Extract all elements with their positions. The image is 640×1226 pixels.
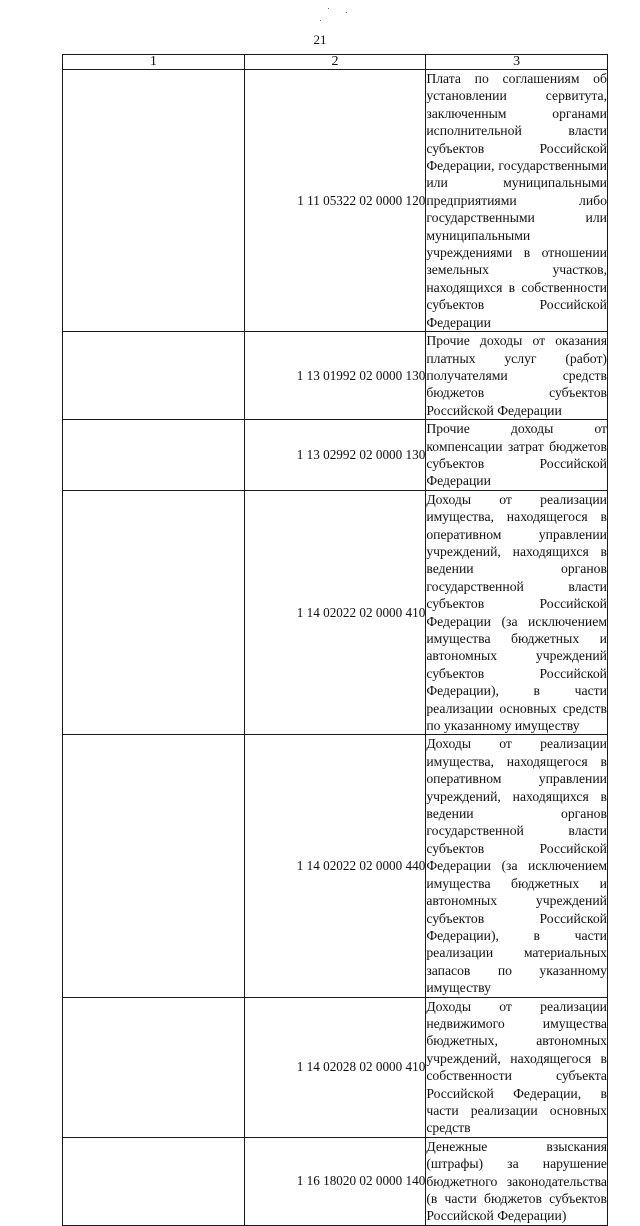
budget-code: 1 14 02022 02 0000 410 bbox=[296, 604, 426, 620]
table-row bbox=[63, 332, 608, 420]
row-number-cell bbox=[63, 490, 245, 735]
column-header: 3 bbox=[426, 55, 608, 70]
budget-code: 1 14 02022 02 0000 440 bbox=[296, 857, 426, 873]
description-cell: Плата по соглашениям об установлении сервитута, заключенным органами исполнительной власти субъектов Российской Федерации, государственными или муниципальными предприятиями либо государственными или муниципальными учреждениями в отношении земельных участков, находящихся в собственности субъектов Российской Федерации bbox=[426, 71, 607, 330]
row-number-cell bbox=[63, 997, 245, 1137]
description-cell: Денежные взыскания (штрафы) за нарушение бюджетного законодательства (в части бюджетов субъектов Российской Федерации) bbox=[426, 1138, 607, 1224]
budget-code: 1 14 02028 02 0000 410 bbox=[296, 1059, 426, 1075]
description-cell: Доходы от реализации имущества, находящегося в оперативном управлении учреждений, находящихся в ведении органов государственной власти субъектов Российской Федерации (за исключением имущества бюджетных и автономных учреждений субъектов Российской Федерации), в части реализации материальных запасов по указанному имуществу bbox=[426, 736, 607, 996]
row-number-cell bbox=[63, 1137, 245, 1225]
column-header: 2 bbox=[244, 55, 426, 70]
budget-code: 1 13 01992 02 0000 130 bbox=[296, 367, 426, 383]
budget-code: 1 13 02992 02 0000 130 bbox=[296, 446, 426, 462]
table-row bbox=[63, 70, 608, 332]
description-cell: Доходы от реализации недвижимого имущества бюджетных, автономных учреждений, находящегося в собственности субъекта Российской Федерации, в части реализации основных средств bbox=[426, 998, 607, 1136]
row-number-cell bbox=[63, 420, 245, 491]
scan-speck bbox=[328, 8, 329, 9]
budget-code-cell bbox=[244, 70, 426, 332]
budget-code: 1 16 18020 02 0000 140 bbox=[296, 1173, 426, 1189]
description-cell: Доходы от реализации имущества, находящегося в оперативном управлении учреждений, находящихся в ведении органов государственной власти субъектов Российской Федерации (за исключением имущества бюджетных и автономных учреждений субъектов Российской Федерации), в части реализации основных средств по указанному имуществу bbox=[426, 491, 607, 734]
budget-code-cell bbox=[244, 1137, 426, 1225]
table-row bbox=[63, 1137, 608, 1225]
page-number: 21 bbox=[313, 32, 327, 47]
table-row bbox=[63, 420, 608, 491]
table-row bbox=[63, 997, 608, 1137]
row-number-cell bbox=[63, 735, 245, 997]
scan-speck bbox=[346, 12, 347, 13]
budget-code: 1 11 05322 02 0000 120 bbox=[297, 192, 426, 208]
scan-speck bbox=[320, 20, 321, 21]
budget-code-cell bbox=[244, 735, 426, 997]
table-row bbox=[63, 735, 608, 997]
description-cell: Прочие доходы от оказания платных услуг (работ) получателями средств бюджетов субъектов Российской Федерации bbox=[426, 333, 607, 418]
table-header-row bbox=[63, 55, 608, 70]
budget-code-cell bbox=[244, 997, 426, 1137]
budget-code-cell bbox=[244, 332, 426, 420]
budget-code-cell bbox=[244, 420, 426, 491]
description-cell: Прочие доходы от компенсации затрат бюджетов субъектов Российской Федерации bbox=[426, 421, 607, 489]
column-header: 1 bbox=[63, 55, 245, 70]
table-row bbox=[63, 490, 608, 735]
row-number-cell bbox=[63, 332, 245, 420]
row-number-cell bbox=[63, 70, 245, 332]
revenue-codes-table bbox=[62, 54, 608, 1226]
budget-code-cell bbox=[244, 490, 426, 735]
